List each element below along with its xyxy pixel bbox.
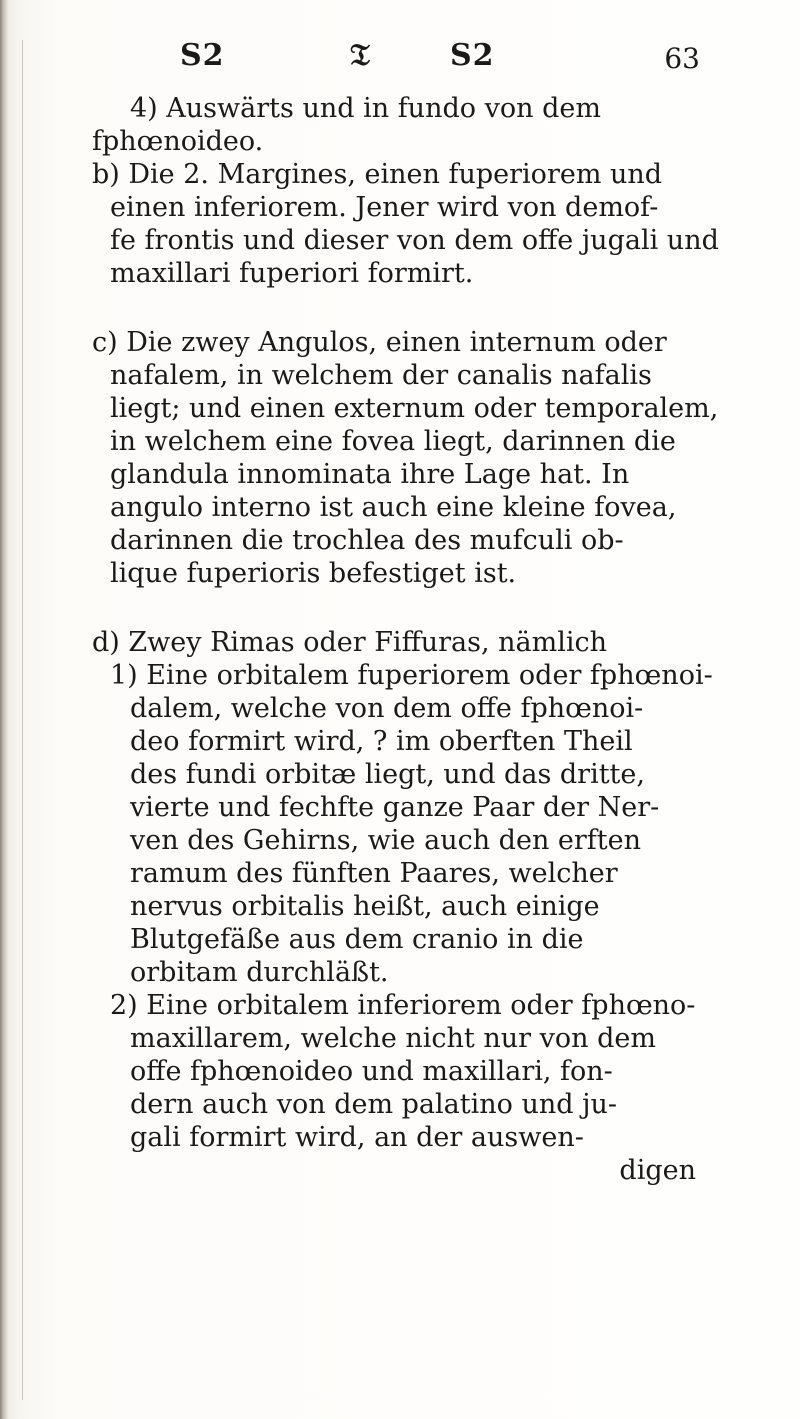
text-line: 1) Eine orbitalem fuperiorem oder fphœnoi-	[110, 660, 713, 691]
text-line: ven des Gehirns, wie auch den erften	[130, 825, 642, 856]
text-line: fphœnoideo.	[92, 126, 264, 157]
text-line: ramum des fünften Paares, welcher	[130, 858, 618, 889]
continuation-word: digen	[619, 1155, 696, 1186]
text-line: vierte und fechfte ganze Paar der Ner-	[130, 792, 660, 823]
text-line: lique fuperioris befestiget ist.	[110, 558, 517, 589]
text-line: darinnen die trochlea des mufculi ob-	[110, 525, 624, 556]
text-line: nafalem, in welchem der canalis nafalis	[110, 360, 652, 391]
page-header	[180, 32, 700, 92]
text-line: deo formirt wird, ? im oberften Theil	[130, 726, 633, 757]
text-line: d) Zwey Rimas oder Fiffuras, nämlich	[92, 627, 608, 658]
text-line: des fundi orbitæ liegt, und das dritte,	[130, 759, 645, 790]
text-line: maxillari fuperiori formirt.	[110, 258, 474, 289]
page-number: 63	[664, 42, 700, 75]
text-line: 2) Eine orbitalem inferiorem oder fphœno-	[110, 990, 696, 1021]
text-line: liegt; und einen externum oder temporalem,	[110, 393, 719, 424]
text-line: gali formirt wird, an der auswen-	[130, 1122, 584, 1153]
header-signature-left: S2	[180, 38, 225, 73]
text-line: b) Die 2. Margines, einen fuperiorem und	[92, 159, 663, 190]
page-binding-shadow	[0, 0, 8, 1419]
text-line: glandula innominata ihre Lage hat. In	[110, 459, 630, 490]
text-line: fe frontis und dieser von dem offe jugali und	[110, 225, 719, 256]
text-line: orbitam durchläßt.	[130, 957, 389, 988]
body-text	[92, 92, 732, 1187]
header-signature-right: S2	[450, 38, 495, 73]
text-line: maxillarem, welche nicht nur von dem	[130, 1023, 656, 1054]
paragraph-c	[92, 326, 732, 590]
text-line: in welchem eine fovea liegt, darinnen die	[110, 426, 676, 457]
text-line: angulo interno ist auch eine kleine fovea,	[110, 492, 677, 523]
text-line: 4) Auswärts und in fundo von dem	[130, 93, 601, 124]
text-line: dalem, welche von dem offe fphœnoi-	[130, 693, 644, 724]
paragraph-gap	[92, 290, 732, 326]
paragraph-b	[92, 158, 732, 290]
header-signature-mid: 𝔗	[350, 38, 371, 73]
text-line: Blutgefäße aus dem cranio in die	[130, 924, 584, 955]
text-line: einen inferiorem. Jener wird von demof-	[110, 192, 659, 223]
paragraph-gap	[92, 590, 732, 626]
paragraph-a4	[92, 92, 732, 158]
text-line: dern auch von dem palatino und ju-	[130, 1089, 618, 1120]
page-edge-line	[22, 40, 23, 1400]
paragraph-d	[92, 626, 732, 1187]
text-line: c) Die zwey Angulos, einen internum oder	[92, 327, 667, 358]
text-line: nervus orbitalis heißt, auch einige	[130, 891, 600, 922]
text-line: offe fphœnoideo und maxillari, fon-	[130, 1056, 613, 1087]
